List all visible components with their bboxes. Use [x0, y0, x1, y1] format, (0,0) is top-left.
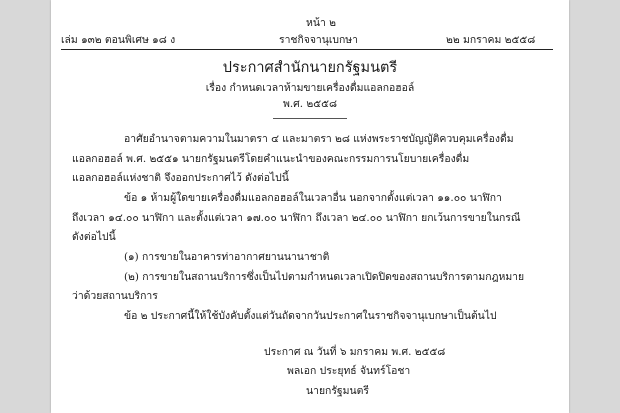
clause-1-line-2: ถึงเวลา ๑๔.๐๐ นาฬิกา และตั้งแต่เวลา ๑๗.๐๐ นาฬิกา ถึงเวลา ๒๔.๐๐ นาฬิกา ยกเว้นการขายในกรณี — [72, 212, 521, 224]
signatory-position: นายกรัฐมนตรี — [306, 385, 369, 397]
document-subject: เรื่อง กำหนดเวลาห้ามขายเครื่องดื่มแอลกอฮอล์ — [205, 82, 415, 94]
document-page — [51, 0, 569, 413]
paragraph-1-line-2: แอลกอฮอล์ พ.ศ. ๒๕๕๑ นายกรัฐมนตรีโดยคำแนะนำของคณะกรรมการนโยบายเครื่องดื่ม — [72, 153, 470, 165]
exemption-item-2-line-1: (๒) การขายในสถานบริการซึ่งเป็นไปตามกำหนดเวลาเปิดปิดของสถานบริการตามกฎหมาย — [124, 271, 525, 283]
page-number: หน้า ๒ — [306, 17, 336, 29]
document-year: พ.ศ. ๒๕๕๘ — [283, 98, 337, 110]
exemption-item-1: (๑) การขายในอาคารท่าอากาศยานนานาชาติ — [124, 251, 330, 263]
gazette-name: ราชกิจจานุเบกษา — [279, 34, 358, 46]
paragraph-1-line-1: อาศัยอำนาจตามความในมาตรา ๔ และมาตรา ๒๘ แห่งพระราชบัญญัติควบคุมเครื่องดื่ม — [124, 133, 514, 145]
signatory-name: พลเอก ประยุทธ์ จันทร์โอชา — [287, 365, 411, 377]
publication-date: ๒๒ มกราคม ๒๕๕๘ — [446, 34, 536, 46]
exemption-item-2-line-2: ว่าด้วยสถานบริการ — [72, 290, 158, 302]
clause-2: ข้อ ๒ ประกาศนี้ให้ใช้บังคับตั้งแต่วันถัดจากวันประกาศในราชกิจจานุเบกษาเป็นต้นไป — [124, 310, 497, 322]
clause-1-line-3: ดังต่อไปนี้ — [72, 231, 116, 243]
document-title: ประกาศสำนักนายกรัฐมนตรี — [222, 60, 398, 76]
clause-1-line-1: ข้อ ๑ ห้ามผู้ใดขายเครื่องดื่มแอลกอฮอล์ในเวลาอื่น นอกจากตั้งแต่เวลา ๑๑.๐๐ นาฬิกา — [124, 192, 502, 204]
title-rule — [273, 118, 347, 119]
header-rule — [61, 49, 553, 50]
paragraph-1-line-3: แอลกอฮอล์แห่งชาติ จึงออกประกาศไว้ ดังต่อไปนี้ — [72, 172, 289, 184]
volume-label: เล่ม ๑๓๒ ตอนพิเศษ ๑๘ ง — [61, 34, 176, 46]
signature-given-date: ประกาศ ณ วันที่ ๖ มกราคม พ.ศ. ๒๕๕๘ — [264, 346, 446, 358]
